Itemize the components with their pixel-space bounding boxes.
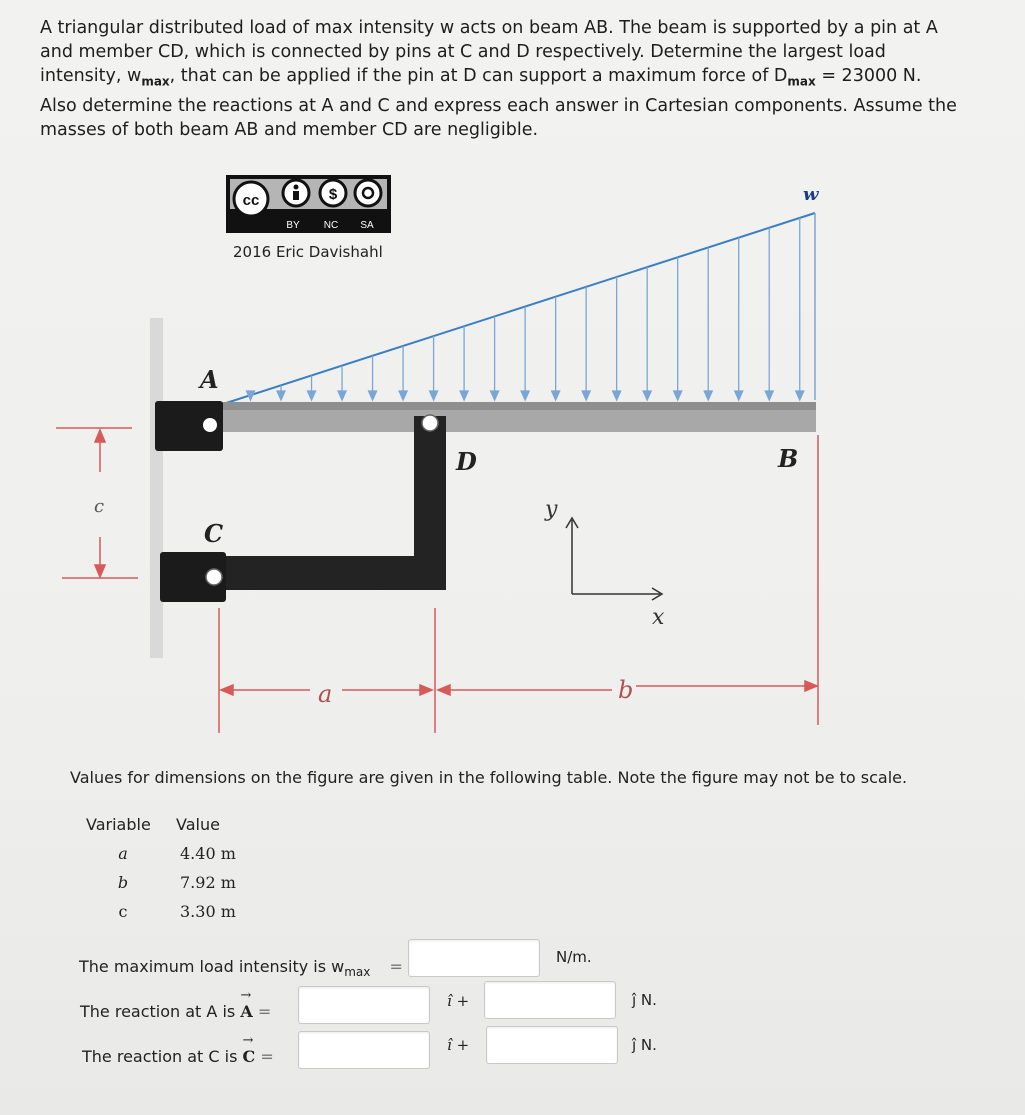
problem-line-2: and member CD, which is connected by pins at C and D respectively. Determine the largest load bbox=[40, 42, 886, 62]
label-c-dim: c bbox=[94, 496, 105, 517]
wmax-unit: N/m. bbox=[556, 948, 592, 966]
load-arrowhead bbox=[491, 391, 499, 400]
distributed-load bbox=[220, 213, 815, 405]
svg-text:NC: NC bbox=[323, 220, 339, 231]
label-B: B bbox=[778, 444, 799, 473]
cc-text: cc bbox=[242, 192, 260, 209]
vector-C: → C bbox=[243, 1047, 256, 1066]
load-arrowhead bbox=[521, 391, 529, 400]
load-arrowhead bbox=[369, 391, 377, 400]
question-wmax: The maximum load intensity is $w_{max}$ = bbox=[79, 957, 403, 980]
label-A: A bbox=[200, 365, 219, 394]
pin-D bbox=[422, 415, 438, 431]
reaction-A-x-input[interactable] bbox=[298, 986, 430, 1024]
load-arrowhead bbox=[674, 391, 682, 400]
table-row: b 7.92 m bbox=[117, 873, 236, 892]
copyright-text: 2016 Eric Davishahl bbox=[233, 243, 383, 261]
load-arrowhead bbox=[430, 391, 438, 400]
y-axis-label: y bbox=[545, 497, 558, 522]
dimensions-table bbox=[86, 810, 236, 926]
problem-line-1: A triangular distributed load of max intensity w acts on beam AB. The beam is supported by a pin at A bbox=[40, 18, 938, 38]
wmax-input[interactable] bbox=[408, 939, 540, 977]
load-arrowhead bbox=[338, 391, 346, 400]
beam-figure bbox=[0, 160, 1025, 745]
x-axis-label: x bbox=[652, 605, 665, 630]
vector-A: → A bbox=[240, 1002, 252, 1021]
question-reaction-A: The reaction at A is → A = bbox=[80, 1002, 271, 1021]
load-arrowhead bbox=[308, 391, 316, 400]
load-arrowhead bbox=[277, 391, 285, 400]
wall bbox=[150, 318, 163, 658]
table-row: c 3.30 m bbox=[118, 902, 236, 921]
i-hat-label-C: î + bbox=[447, 1036, 470, 1054]
i-hat-label-A: î + bbox=[447, 992, 470, 1010]
load-arrowhead bbox=[765, 391, 773, 400]
problem-line-3: intensity, $w_{max}$, that can be applied if the pin at D can support a maximum force of $D_{max} = 23000$ N. bbox=[40, 66, 922, 89]
svg-text:$: $ bbox=[328, 186, 338, 203]
label-C: C bbox=[204, 519, 224, 548]
load-arrowhead bbox=[399, 391, 407, 400]
label-D: D bbox=[456, 447, 477, 476]
load-arrowhead bbox=[735, 391, 743, 400]
sa-icon bbox=[355, 180, 381, 206]
load-arrowhead bbox=[582, 391, 590, 400]
pin-C bbox=[206, 569, 222, 585]
load-arrowhead bbox=[796, 391, 804, 400]
table-header-value: Value bbox=[176, 815, 220, 834]
load-arrowhead bbox=[613, 391, 621, 400]
table-row: a 4.40 m bbox=[118, 844, 236, 863]
reaction-C-y-input[interactable] bbox=[486, 1026, 618, 1064]
problem-line-4: Also determine the reactions at A and C and express each answer in Cartesian components. Assume the bbox=[40, 95, 957, 116]
table-header-variable: Variable bbox=[86, 815, 151, 834]
table-note: Values for dimensions on the figure are given in the following table. Note the figure may not be to scale. bbox=[70, 768, 908, 787]
question-reaction-C: The reaction at C is → C = bbox=[82, 1047, 274, 1066]
problem-statement bbox=[40, 16, 1000, 142]
coordinate-axes bbox=[566, 518, 662, 600]
load-arrowhead bbox=[643, 391, 651, 400]
label-b-dim: b bbox=[618, 676, 634, 704]
reaction-A-y-input[interactable] bbox=[484, 981, 616, 1019]
svg-text:BY: BY bbox=[286, 220, 300, 231]
load-arrowhead bbox=[460, 391, 468, 400]
w-label: w bbox=[803, 184, 819, 205]
cc-license-badge bbox=[226, 175, 391, 233]
j-hat-label-A: ĵ N. bbox=[632, 991, 657, 1009]
j-hat-label-C: ĵ N. bbox=[632, 1036, 657, 1054]
label-a-dim: a bbox=[318, 680, 333, 708]
reaction-C-x-input[interactable] bbox=[298, 1031, 430, 1069]
pin-A bbox=[203, 418, 217, 432]
load-arrowhead bbox=[552, 391, 560, 400]
member-CD bbox=[220, 416, 446, 590]
load-arrowhead bbox=[704, 391, 712, 400]
svg-text:SA: SA bbox=[360, 220, 374, 231]
problem-line-5: masses of both beam AB and member CD are negligible. bbox=[40, 119, 539, 140]
